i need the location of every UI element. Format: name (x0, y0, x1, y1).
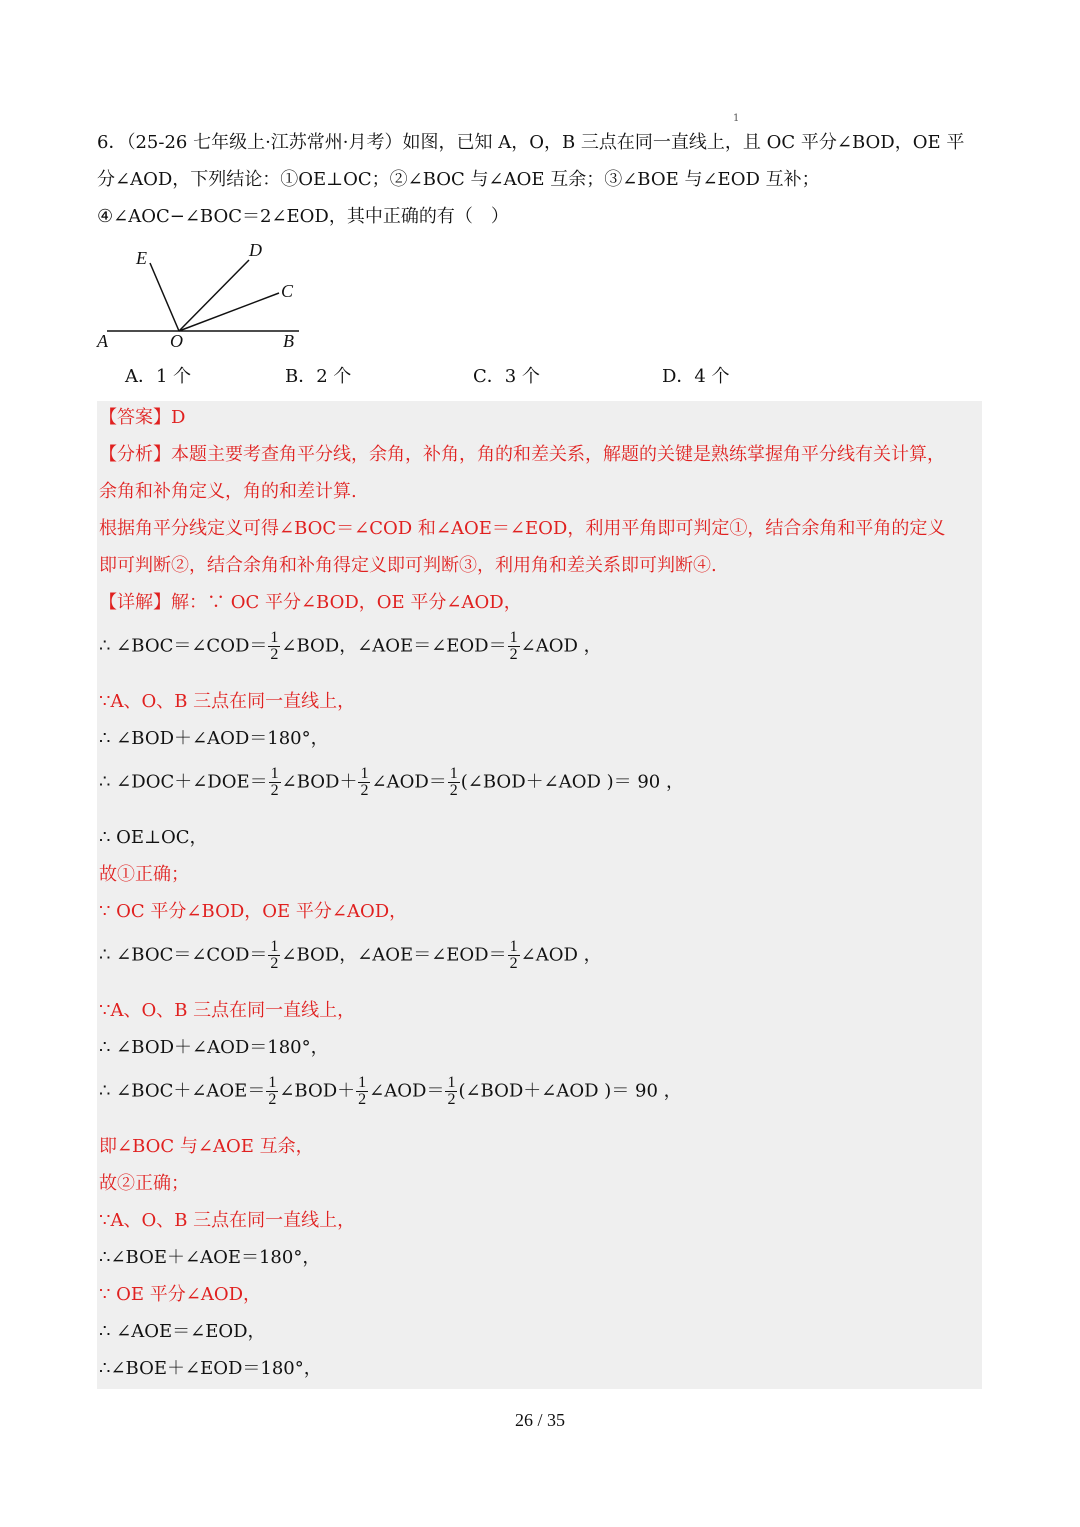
question-line: 6．（25-26 七年级上·江苏常州·月考）如图，已知 A，O，B 三点在同一直线上，且 OC 平分∠BOD，OE 平 (97, 132, 965, 153)
step-text: ∴ ∠BOC＋∠AOE＝ (99, 1080, 266, 1102)
step-line: ∵A、O、B 三点在同一直线上， (99, 691, 356, 712)
analysis-line: 【分析】本题主要考查角平分线，余角，补角，角的和差关系，解题的关键是熟练掌握角平分线有关计算， (99, 444, 945, 465)
step-text: ∠BOD，∠AOE＝∠EOD＝ (281, 635, 507, 657)
fraction-half: $\frac{1}{2}$ (270, 938, 279, 972)
label-e: E (136, 248, 147, 268)
fraction-half: $\frac{1}{2}$ (509, 629, 518, 663)
step-line: ∵A、O、B 三点在同一直线上， (99, 1210, 356, 1231)
step-line: ∵A、O、B 三点在同一直线上， (99, 1000, 356, 1021)
analysis-line: 余角和补角定义，角的和差计算. (99, 481, 357, 502)
ray-oe (150, 263, 179, 331)
step-line (99, 766, 684, 799)
step-text: ∠AOD ， (520, 635, 602, 657)
label-b: B (283, 331, 294, 351)
step-line: ∴ ∠AOE＝∠EOD， (99, 1321, 266, 1342)
step-text: ∠BOD，∠AOE＝∠EOD＝ (281, 944, 507, 966)
geometry-figure (95, 236, 315, 356)
step-line: ∴ ∠BOD＋∠AOD＝180°， (99, 1037, 329, 1058)
step-text: ∴ ∠BOC＝∠COD＝ (99, 944, 268, 966)
step-text: ∴ ∠BOC＝∠COD＝ (99, 635, 268, 657)
option-c[interactable]: C．3 个 (473, 366, 540, 387)
fraction-half: $\frac{1}{2}$ (447, 1074, 456, 1108)
step-text: ∠AOD ， (520, 944, 602, 966)
option-b[interactable]: B．2 个 (285, 366, 352, 387)
ray-oc (179, 293, 279, 331)
fraction-half: $\frac{1}{2}$ (360, 765, 369, 799)
analysis-line: 即可判断②，结合余角和补角得定义即可判断③，利用角和差关系即可判断④. (99, 555, 717, 576)
detail-line: 【详解】解：∵ OC 平分∠BOD，OE 平分∠AOD， (99, 592, 522, 613)
step-text: ∠BOD＋ (279, 1080, 356, 1102)
step-line: ∴∠BOE＋∠EOD＝180°， (99, 1358, 322, 1379)
option-a[interactable]: A．1 个 (125, 366, 192, 387)
step-text: ∠AOD＝ (369, 1080, 445, 1102)
step-text: ∠AOD＝ (371, 771, 447, 793)
step-line: ∵ OE 平分∠AOD， (99, 1284, 262, 1305)
label-a: A (97, 331, 108, 351)
step-line: ∴∠BOE＋∠AOE＝180°， (99, 1247, 321, 1268)
step-text: ∠BOD＋ (281, 771, 358, 793)
label-c: C (281, 281, 294, 301)
step-line: 即∠BOC 与∠AOE 互余， (99, 1136, 314, 1157)
step-line: ∴ ∠BOD＋∠AOD＝180°， (99, 728, 329, 749)
fraction-half: $\frac{1}{2}$ (449, 765, 458, 799)
page-number: 26 / 35 (514, 1410, 565, 1430)
page-top-mark: 1 (733, 113, 740, 124)
fraction-half: $\frac{1}{2}$ (509, 938, 518, 972)
solution-panel (97, 401, 982, 1389)
step-line: 故②正确； (99, 1173, 189, 1194)
analysis-line: 根据角平分线定义可得∠BOC＝∠COD 和∠AOE＝∠EOD，利用平角即可判定①，结合余角和平角的定义 (99, 518, 946, 539)
question-line: ④∠AOC−∠BOC＝2∠EOD，其中正确的有（ ） (97, 206, 509, 227)
fraction-half: $\frac{1}{2}$ (270, 629, 279, 663)
fraction-half: $\frac{1}{2}$ (358, 1074, 367, 1108)
step-line: 故①正确； (99, 864, 189, 885)
step-text: (∠BOD＋∠AOD )＝ 90 ， (458, 1080, 682, 1102)
step-text: (∠BOD＋∠AOD )＝ 90 ， (460, 771, 684, 793)
option-d[interactable]: D．4 个 (662, 366, 730, 387)
step-line: ∵ OC 平分∠BOD，OE 平分∠AOD， (99, 901, 408, 922)
question-line: 分∠AOD，下列结论：①OE⊥OC；②∠BOC 与∠AOE 互余；③∠BOE 与∠EOD 互补； (97, 169, 820, 190)
step-line (99, 1075, 682, 1108)
fraction-half: $\frac{1}{2}$ (268, 1074, 277, 1108)
step-text: ∴ ∠DOC＋∠DOE＝ (99, 771, 268, 793)
step-line: ∴ OE⊥OC， (99, 827, 208, 848)
answer-line: 【答案】D (99, 407, 186, 428)
fraction-half: $\frac{1}{2}$ (270, 765, 279, 799)
step-line (99, 630, 602, 663)
answer-options (125, 362, 925, 392)
label-d: D (249, 240, 262, 260)
angle-diagram (95, 236, 315, 356)
ray-od (179, 260, 249, 331)
question-block (97, 124, 987, 235)
label-o: O (170, 331, 183, 351)
step-line (99, 939, 602, 972)
